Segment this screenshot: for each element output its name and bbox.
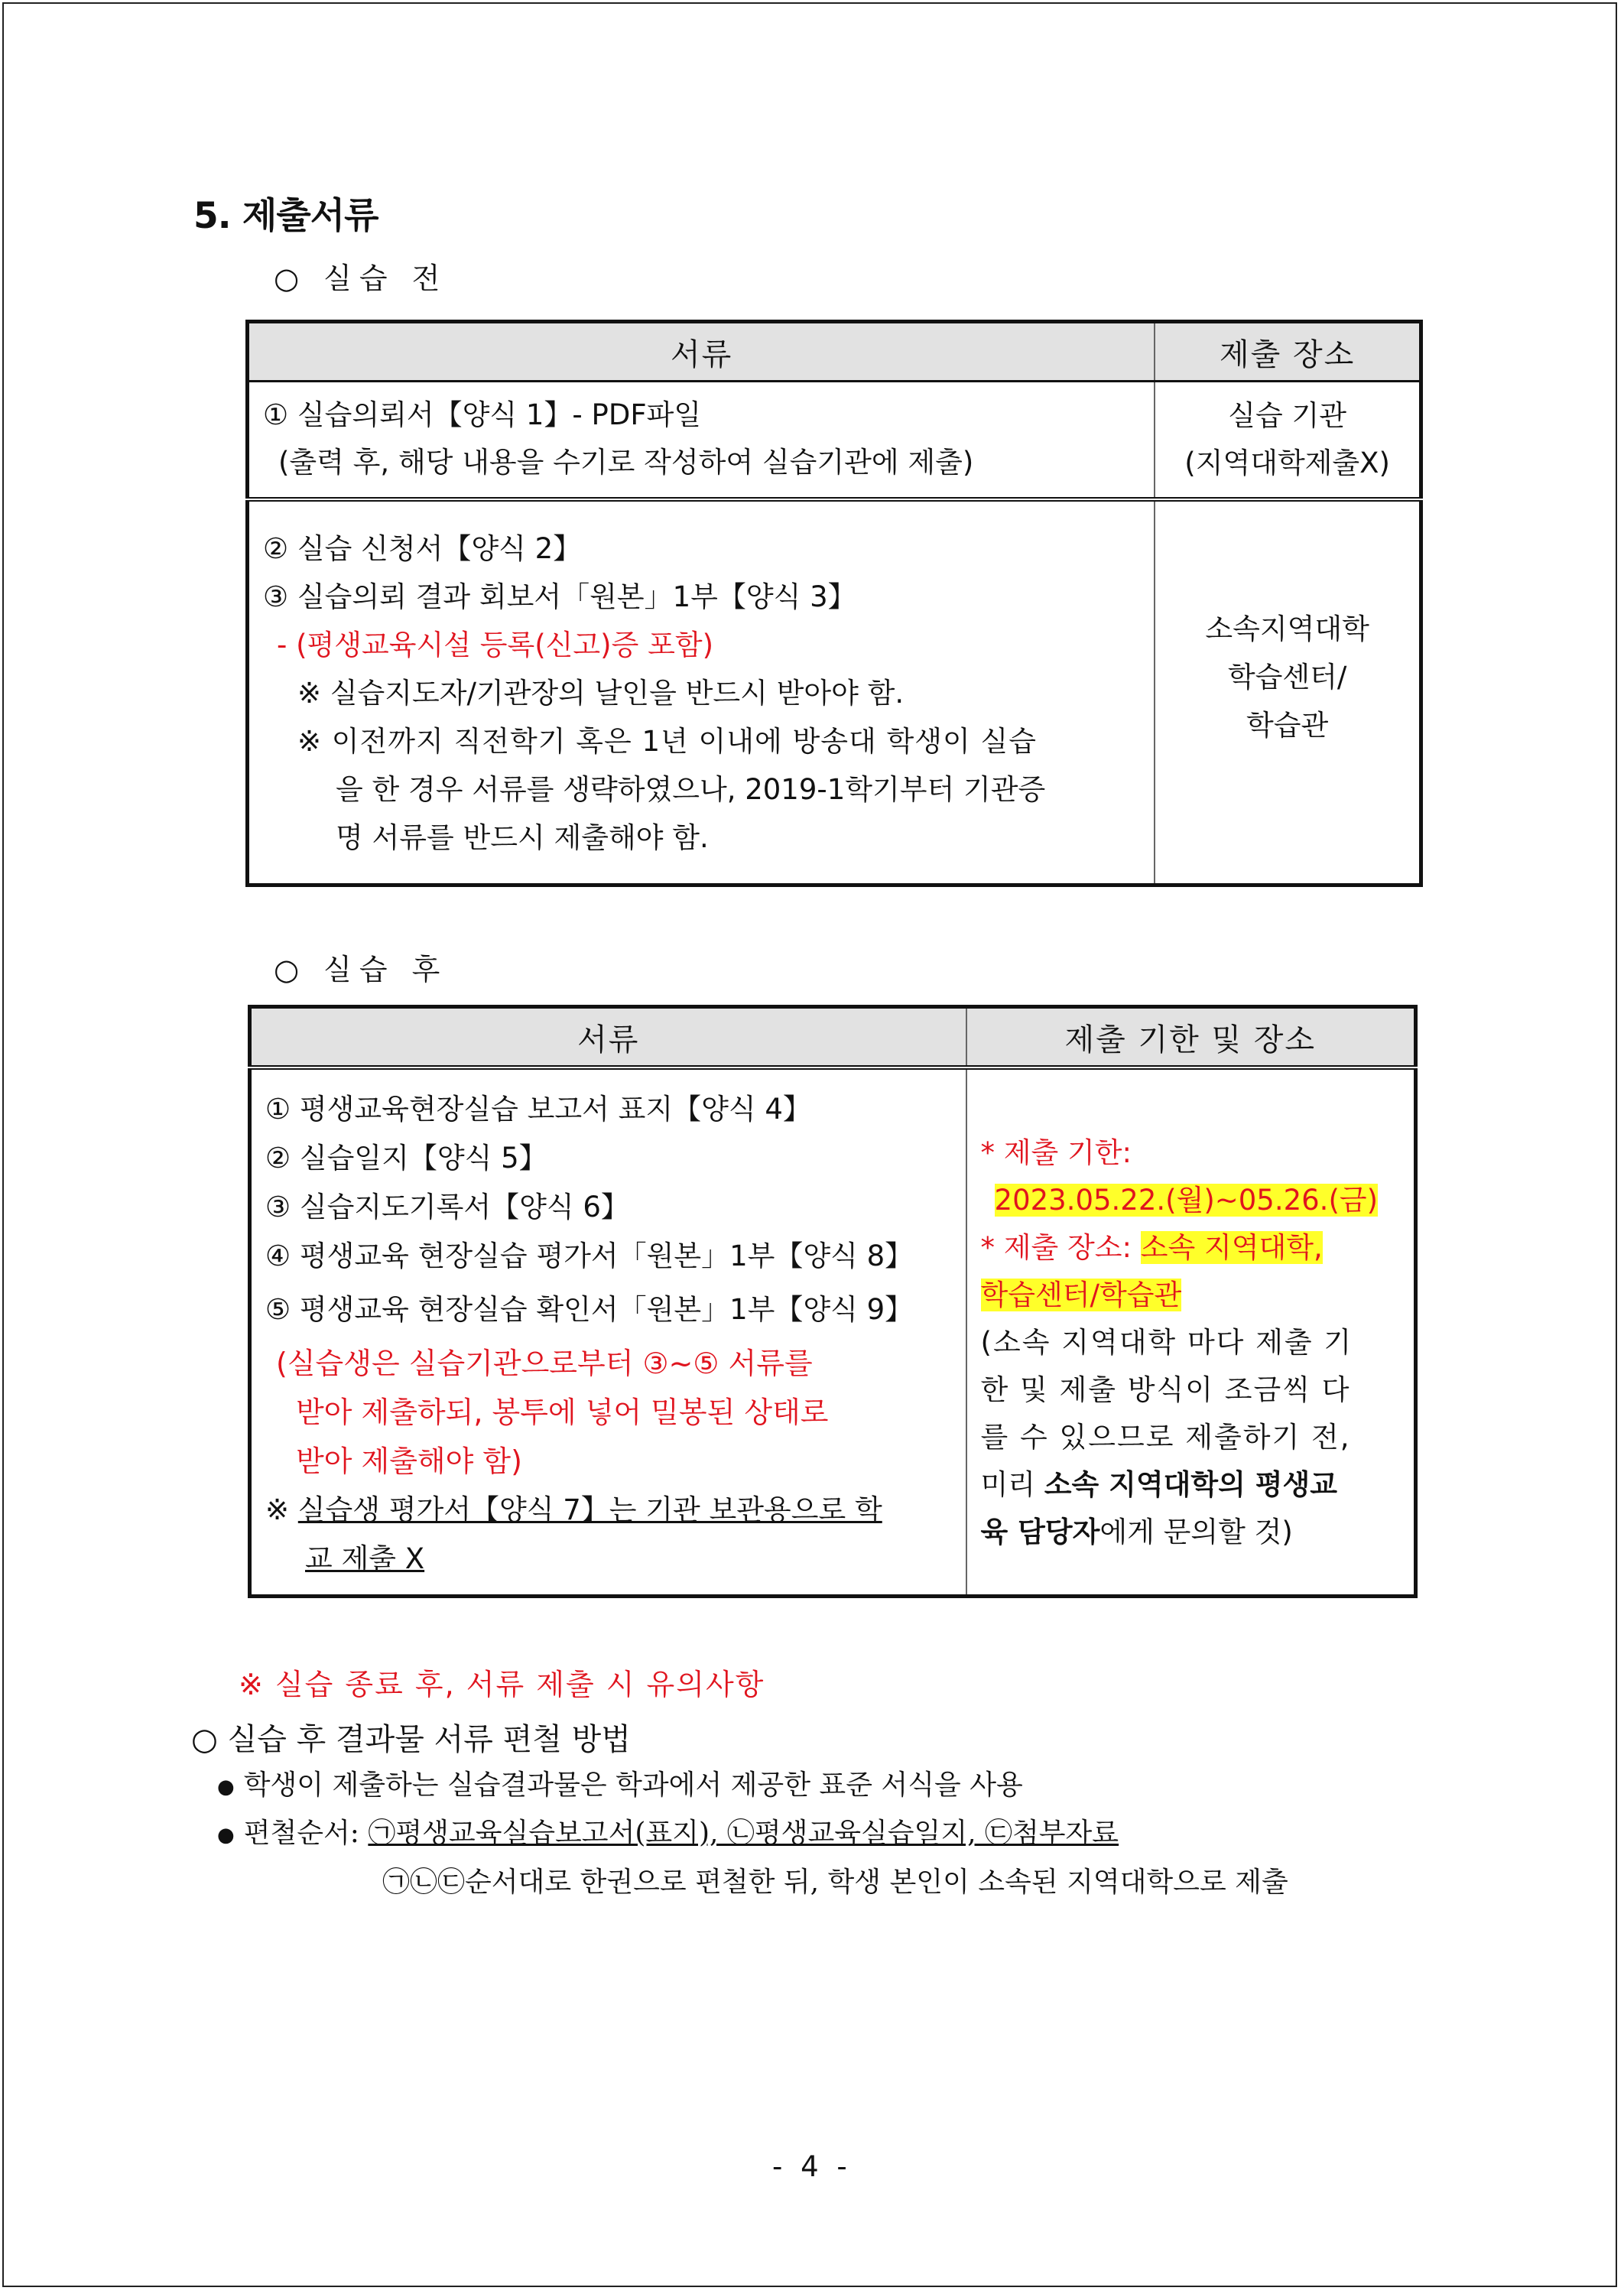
bullet-icon: ● xyxy=(217,1776,235,1798)
after-item-1: ① 평생교육현장실습 보고서 표지【양식 4】 xyxy=(265,1093,811,1126)
paren-line-1: (소속 지역대학 마다 제출 기 xyxy=(980,1326,1353,1359)
bullet-label-2: 편철순서: xyxy=(243,1818,369,1849)
subsection-after xyxy=(274,946,447,988)
after-documents-table xyxy=(248,1005,1418,1598)
after-item-2: ② 실습일지【양식 5】 xyxy=(265,1142,547,1175)
circle-bullet-icon: ○ xyxy=(274,262,300,295)
after-docs-cell xyxy=(250,1067,966,1597)
table-header-row xyxy=(248,322,1421,382)
red-note-2: 받아 제출하되, 봉투에 넣어 밀봉된 상태로 xyxy=(296,1396,829,1429)
row2-place-cell xyxy=(1155,499,1421,885)
row1-place-line2: (지역대학제출X) xyxy=(1184,447,1390,479)
subsection-after-label: 실습 후 xyxy=(323,953,448,986)
place-label: * 제출 장소: xyxy=(980,1231,1132,1264)
paren-line-5-post: 에게 문의할 것) xyxy=(1099,1516,1293,1548)
place-value-1: 소속 지역대학, xyxy=(1140,1231,1323,1264)
before-documents-table xyxy=(245,320,1423,887)
eval-note-text2: 교 제출 X xyxy=(305,1542,425,1575)
table-row xyxy=(248,382,1421,500)
red-note-3: 받아 제출해야 함) xyxy=(296,1444,522,1478)
row2-line5: ※ 이전까지 직전학기 혹은 1년 이내에 방송대 학생이 실습 xyxy=(297,725,1037,758)
red-note-1: (실습생은 실습기관으로부터 ③~⑤ 서류를 xyxy=(276,1347,813,1380)
header-docs: 서류 xyxy=(248,322,1155,382)
after-item-4: ④ 평생교육 현장실습 평가서「원본」1부【양식 8】 xyxy=(265,1240,914,1272)
header-docs: 서류 xyxy=(250,1007,966,1068)
header-place: 제출 장소 xyxy=(1155,322,1421,382)
row2-docs-cell xyxy=(248,499,1155,885)
row2-line3: - (평생교육시설 등록(신고)증 포함) xyxy=(277,629,714,661)
row2-line6: 을 한 경우 서류를 생략하였으나, 2019-1학기부터 기관증 xyxy=(336,773,1046,806)
bullet-item-1 xyxy=(217,1763,1023,1802)
paren-line-4-pre: 미리 xyxy=(980,1468,1044,1501)
row2-place-line2: 학습센터/ xyxy=(1227,661,1347,694)
table-header-row xyxy=(250,1007,1416,1068)
section-title: 5. 제출서류 xyxy=(193,195,378,237)
paren-line-3: 를 수 있으므로 제출하기 전, xyxy=(980,1421,1351,1454)
row1-line2: (출력 후, 해당 내용을 수기로 작성하여 실습기관에 제출) xyxy=(278,446,974,479)
bullet-icon: ● xyxy=(217,1824,235,1847)
bullet-value-2: ㉠평생교육실습보고서(표지), ㉡평생교육실습일지, ㉢첨부자료 xyxy=(368,1818,1119,1849)
row2-place-line1: 소속지역대학 xyxy=(1205,612,1369,645)
row2-place-line3: 학습관 xyxy=(1246,709,1329,742)
eval-note-line1 xyxy=(265,1486,966,1535)
table-row xyxy=(250,1067,1416,1597)
deadline-value: 2023.05.22.(월)~05.26.(금) xyxy=(994,1184,1379,1217)
eval-note-text1: 실습생 평가서【양식 7】는 기관 보관용으로 학 xyxy=(297,1493,882,1526)
row2-line4: ※ 실습지도자/기관장의 날인을 반드시 받아야 함. xyxy=(297,677,905,710)
row2-line1: ② 실습 신청서【양식 2】 xyxy=(263,532,582,565)
page-number: - 4 - xyxy=(772,2150,852,2183)
circle-bullet-icon: ○ xyxy=(274,953,300,986)
bullet-item-2 xyxy=(217,1811,1119,1850)
caution-notice: ※ 실습 종료 후, 서류 제출 시 유의사항 xyxy=(239,1668,765,1701)
paren-line-5-bold: 육 담당자 xyxy=(980,1516,1100,1548)
paren-line-2: 한 및 제출 방식이 조금씩 다 xyxy=(980,1373,1351,1406)
bullet-item-2-continued: ㉠㉡㉢순서대로 한권으로 편철한 뒤, 학생 본인이 소속된 지역대학으로 제출 xyxy=(382,1867,1288,1898)
subsection-before xyxy=(274,255,447,297)
row1-place-cell xyxy=(1155,382,1421,500)
bullet-text-1: 학생이 제출하는 실습결과물은 학과에서 제공한 표준 서식을 사용 xyxy=(243,1769,1023,1801)
reference-mark: ※ xyxy=(265,1493,290,1526)
after-item-5: ⑤ 평생교육 현장실습 확인서「원본」1부【양식 9】 xyxy=(265,1293,914,1326)
place-value-2: 학습센터/학습관 xyxy=(980,1279,1182,1311)
row1-place-line1: 실습 기관 xyxy=(1228,399,1346,432)
after-deadline-cell xyxy=(966,1067,1416,1597)
deadline-label: * 제출 기한: xyxy=(980,1136,1132,1169)
eval-note-line2 xyxy=(265,1535,966,1584)
header-deadline-place: 제출 기한 및 장소 xyxy=(966,1007,1416,1068)
row1-docs-cell xyxy=(248,382,1155,500)
subsection-before-label: 실습 전 xyxy=(323,262,448,295)
binding-method-title: ○ 실습 후 결과물 서류 편철 방법 xyxy=(191,1722,631,1757)
paren-line-4-bold: 소속 지역대학의 평생교 xyxy=(1044,1468,1337,1501)
after-item-3: ③ 실습지도기록서【양식 6】 xyxy=(265,1191,629,1223)
row2-line7: 명 서류를 반드시 제출해야 함. xyxy=(336,821,709,854)
table-row xyxy=(248,499,1421,885)
row2-line2: ③ 실습의뢰 결과 회보서「원본」1부【양식 3】 xyxy=(263,580,856,613)
row1-line1: ① 실습의뢰서【양식 1】- PDF파일 xyxy=(263,398,702,431)
